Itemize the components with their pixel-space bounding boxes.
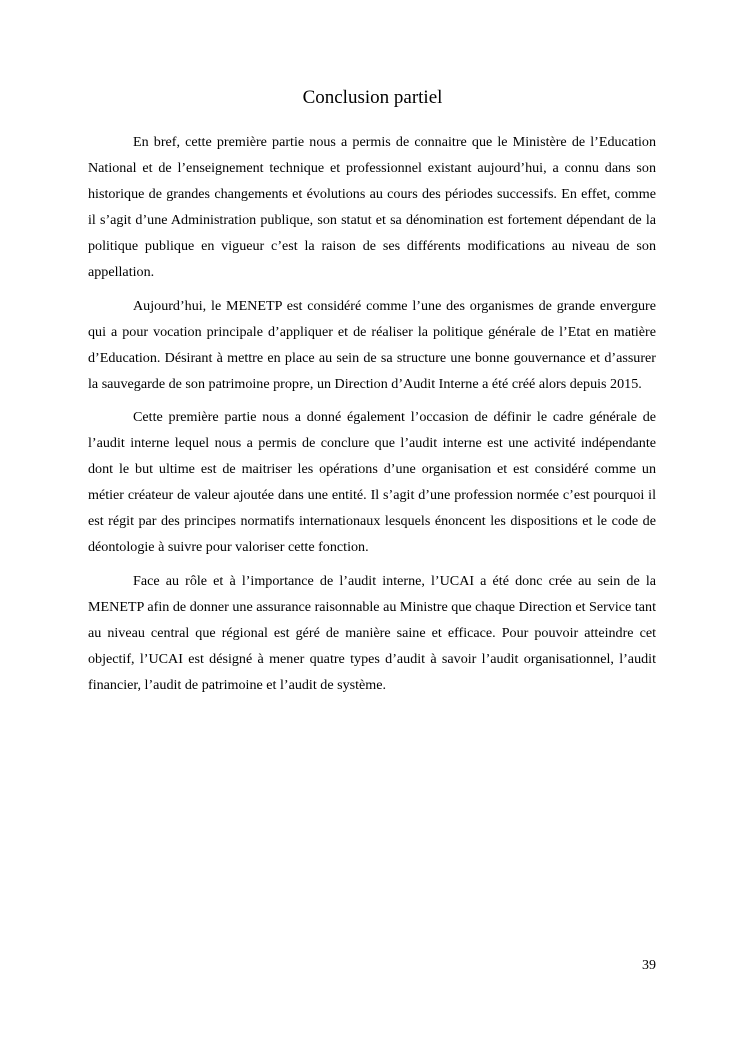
body-text [88,129,656,705]
paragraph-1: En bref, cette première partie nous a permis de connaitre que le Ministère de l’Education National et de l’enseignement technique et professionnel existant aujourd’hui, a connu dans son historique de grandes changements et évolutions au cours des périodes successifs. En effet, comme il s’agit d’une Administration publique, son statut et sa dénomination est fortement dépendant de la politique publique en vigueur c’est la raison de ses différents modifications au niveau de son appellation. [88,134,656,281]
paragraph-3: Cette première partie nous a donné également l’occasion de définir le cadre générale de l’audit interne lequel nous a permis de conclure que l’audit interne est une activité indépendante dont le but ultime est de maitriser les opérations d’une organisation et est considéré comme un métier créateur de valeur ajoutée dans une entité. Il s’agit d’une profession normée c’est pourquoi il est régit par des principes normatifs internationaux lesquels énoncent les dispositions et le code de déontologie à suivre pour valoriser cette fonction. [88,408,656,556]
section-title: Conclusion partiel [302,87,443,108]
paragraph-2: Aujourd’hui, le MENETP est considéré comme l’une des organismes de grande envergure qui a pour vocation principale d’appliquer et de réaliser la politique générale de l’Etat en matière d’Education. Désirant à mettre en place au sein de sa structure une bonne gouvernance et d’assurer la sauvegarde de son patrimoine propre, un Direction d’Audit Interne a été créé alors depuis 2015. [88,297,656,392]
page-number: 39 [642,958,656,973]
paragraph-4: Face au rôle et à l’importance de l’audit interne, l’UCAI a été donc crée au sein de la MENETP afin de donner une assurance raisonnable au Ministre que chaque Direction et Service tant au niveau central que régional est géré de manière saine et efficace. Pour pouvoir atteindre cet objectif, l’UCAI est désigné à mener quatre types d’audit à savoir l’audit organisationnel, l’audit financier, l’audit de patrimoine et l’audit de système. [88,572,656,693]
